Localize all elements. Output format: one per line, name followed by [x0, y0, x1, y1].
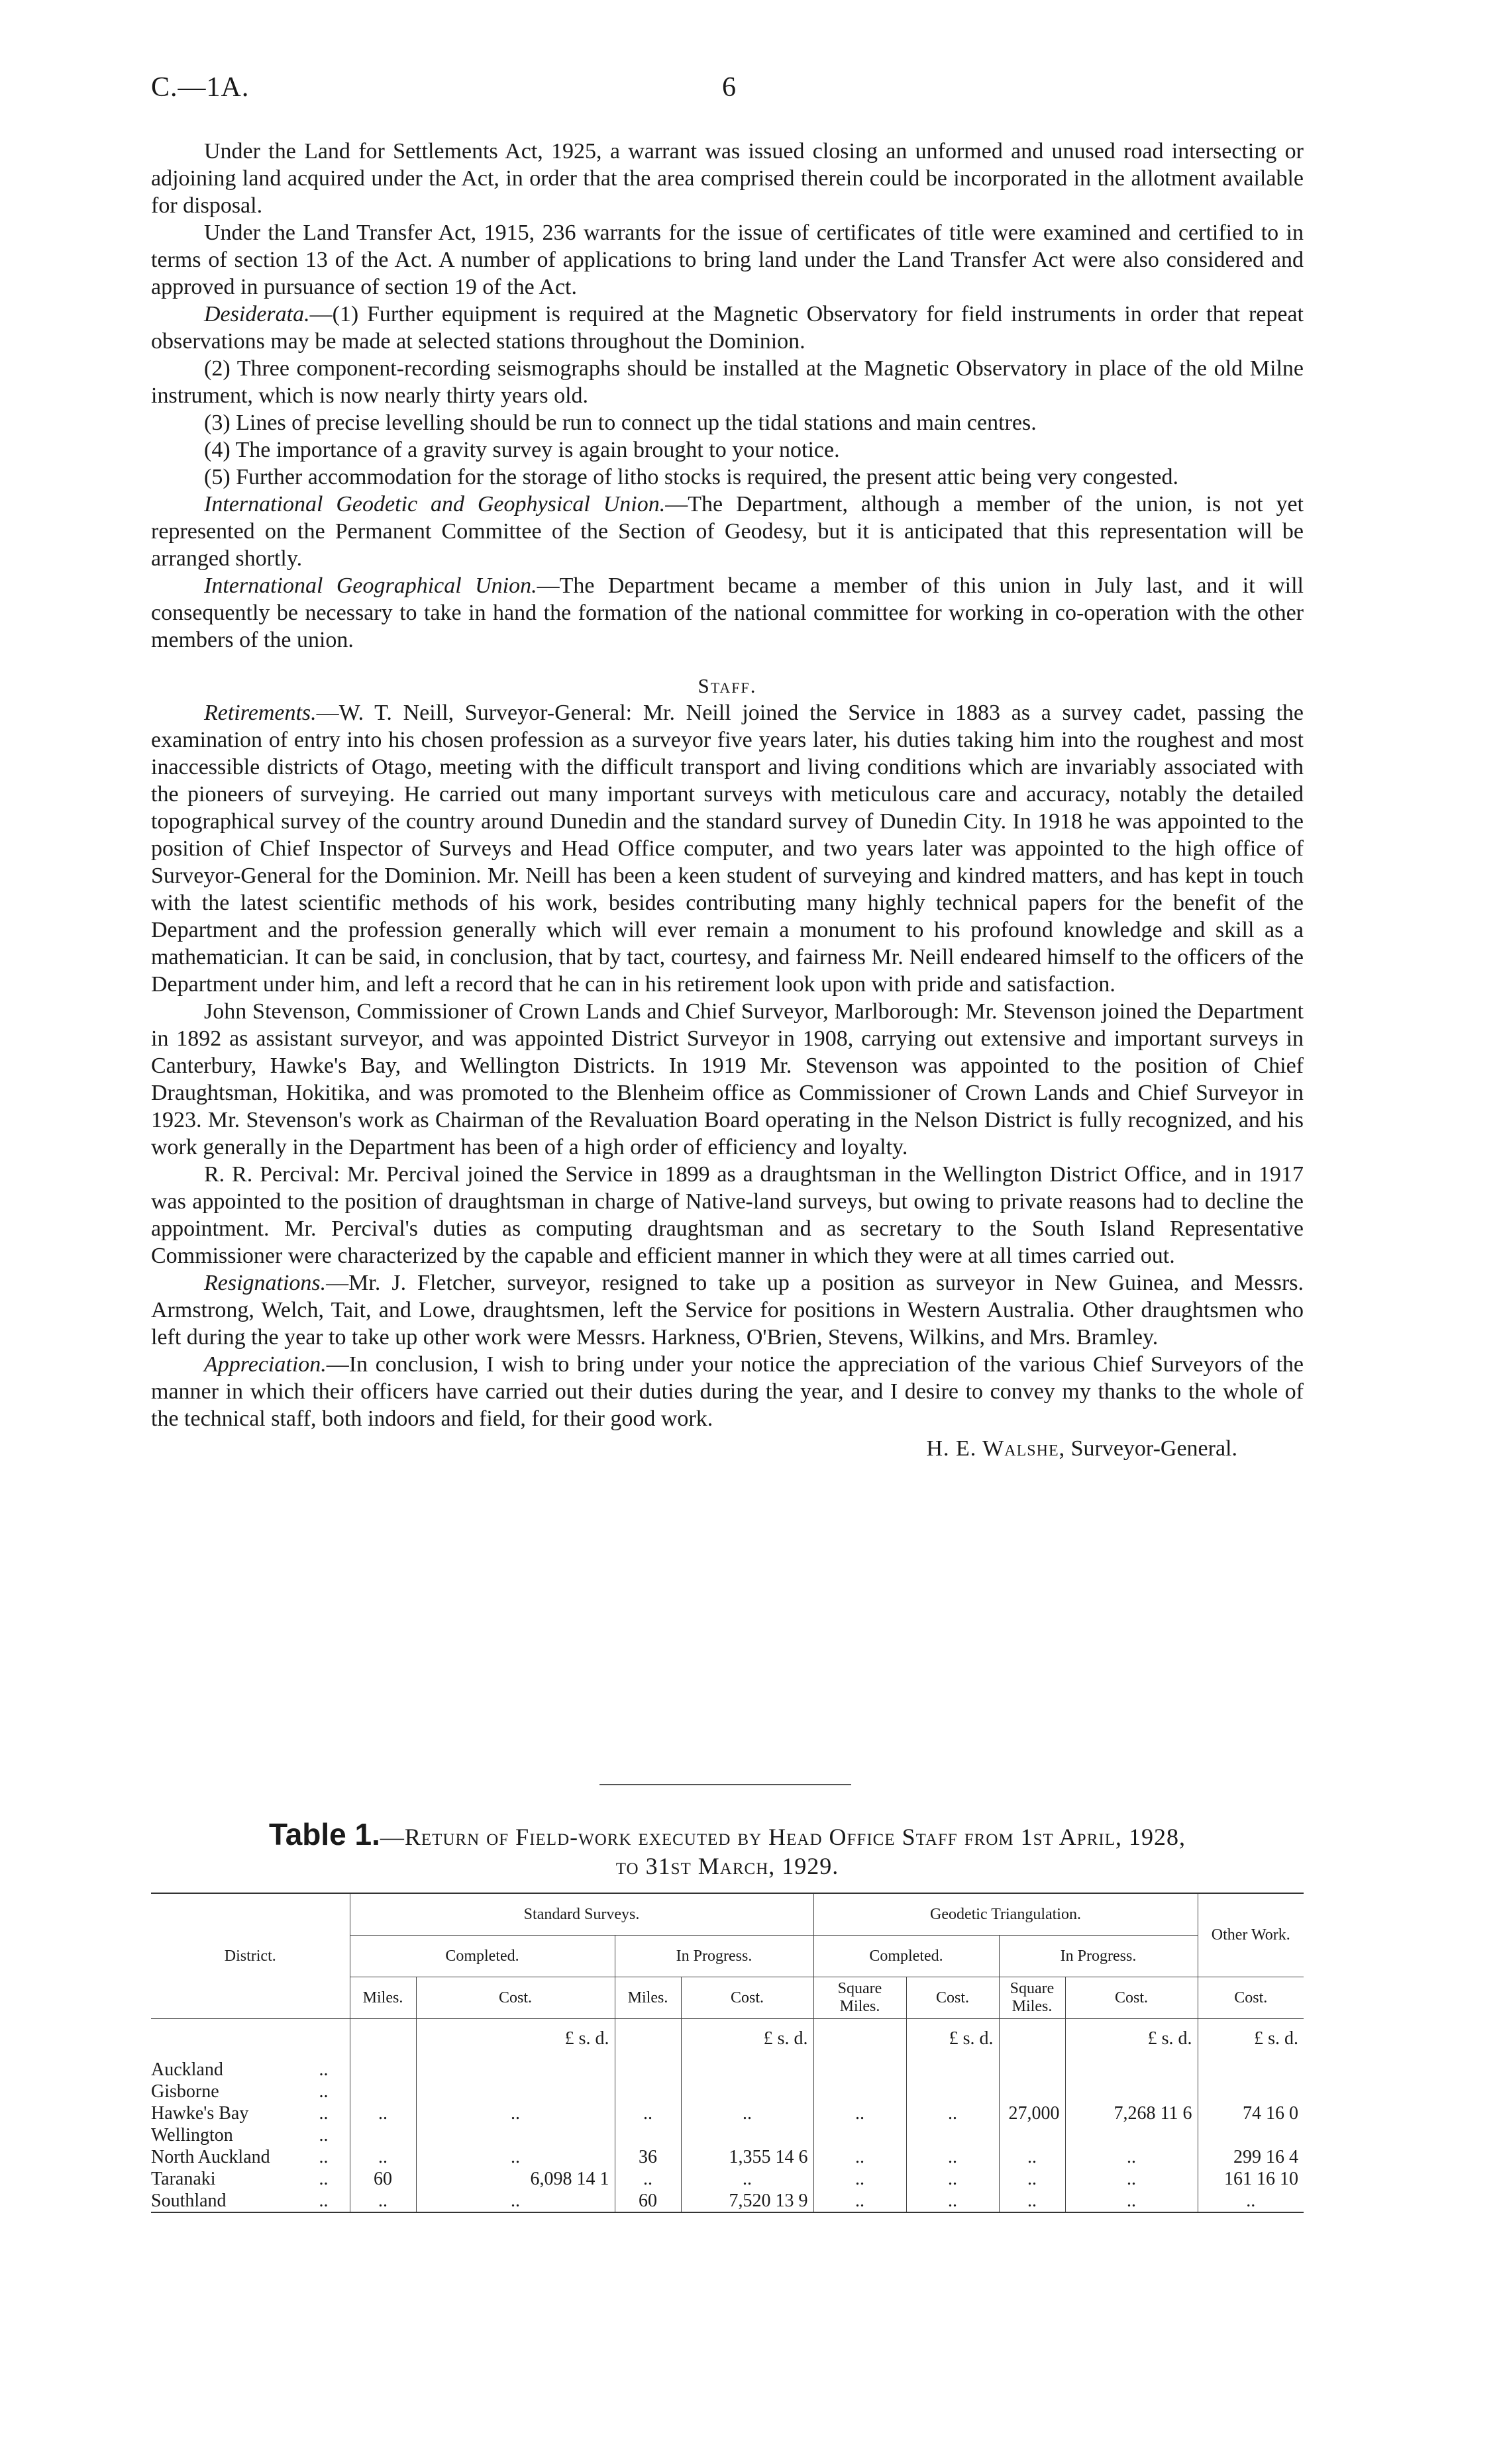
- paragraph-lead: International Geodetic and Geophysical Union.: [204, 492, 666, 517]
- body-text: [151, 138, 1304, 1462]
- paragraph: Resignations.—Mr. J. Fletcher, surveyor, resigned to take up a position as surveyor in New Guinea, and Messrs. Armstrong, Welch, Tait, and Lowe, draughtsmen, left the Service for positions in Western Australia. Other draughtsmen who left during the year to take up other work were Messrs. Harkness, O'Brien, Stevens, Wilkins, and Mrs. Bramley.: [151, 1271, 1304, 1350]
- unit-label: £ s. d.: [1065, 2019, 1198, 2059]
- paragraph-lead: International Geographical Union.: [204, 573, 537, 598]
- col-cost: Cost.: [681, 1977, 813, 2019]
- paragraph: International Geodetic and Geophysical Union.—The Department, although a member of the union, is not yet represented on the Permanent Committee of the Section of Geodesy, but it is anticipated that this representation will be arranged shortly.: [151, 492, 1304, 571]
- report-reference: C.—1A.: [151, 72, 250, 103]
- table-row: Wellington ..: [151, 2124, 1304, 2146]
- signature-title: Surveyor-General.: [1070, 1436, 1237, 1461]
- paragraph-lead: Retirements.: [204, 701, 317, 725]
- paragraph: Under the Land for Settlements Act, 1925, a warrant was issued closing an unformed and unused road intersecting or adjoining land acquired under the Act, in order that the area comprised therein could be incorporated in the allotment available for disposal.: [151, 139, 1304, 218]
- page-number: 6: [722, 72, 736, 103]
- units-row: [151, 2019, 1304, 2059]
- table-row: Southland .. .. .. 60 7,520 13 9 .. .. .. .. ..: [151, 2190, 1304, 2212]
- table-row: Gisborne ..: [151, 2081, 1304, 2102]
- field-work-table: [151, 1893, 1304, 2213]
- table-title: Table 1.—Return of Field-work executed by Head Office Staff from 1st April, 1928, to 31st March, 1929.: [269, 1817, 1186, 1879]
- unit-label: £ s. d.: [1198, 2019, 1304, 2059]
- group-standard-surveys: Standard Surveys.: [350, 1893, 813, 1936]
- col-cost: Cost.: [1198, 1977, 1304, 2019]
- col-cost: Cost.: [906, 1977, 999, 2019]
- col-square-miles: Square Miles.: [813, 1977, 906, 2019]
- district-name: North Auckland: [151, 2146, 270, 2167]
- table-row: North Auckland .. .. .. 36 1,355 14 6 .. .. .. .. 299 16 4: [151, 2146, 1304, 2168]
- paragraph: (3) Lines of precise levelling should be run to connect up the tidal stations and main centres.: [204, 411, 1037, 435]
- table-row: Taranaki .. 60 6,098 14 1 .. .. .. .. .. .. 161 16 10: [151, 2168, 1304, 2190]
- signature: [151, 1435, 1304, 1462]
- col-miles: Miles.: [615, 1977, 681, 2019]
- col-district: District.: [151, 1893, 350, 2019]
- sub-in-progress: In Progress.: [999, 1936, 1198, 1977]
- table-row: Hawke's Bay .. .. .. .. .. .. .. 27,000 7,268 11 6 74 16 0: [151, 2102, 1304, 2124]
- district-name: Taranaki: [151, 2168, 216, 2189]
- paragraph: Desiderata.—(1) Further equipment is required at the Magnetic Observatory for field instruments in order that repeat observations may be made at selected stations throughout the Dominion.: [151, 302, 1304, 354]
- sub-completed: Completed.: [350, 1936, 615, 1977]
- group-geodetic-triangulation: Geodetic Triangulation.: [813, 1893, 1198, 1936]
- staff-heading: Staff.: [698, 674, 757, 697]
- group-other-work: Other Work.: [1198, 1893, 1304, 1977]
- district-name: Gisborne: [151, 2081, 219, 2102]
- sub-completed: Completed.: [813, 1936, 999, 1977]
- paragraph-lead: Resignations.: [204, 1271, 327, 1295]
- col-square-miles: Square Miles.: [999, 1977, 1065, 2019]
- paragraph: R. R. Percival: Mr. Percival joined the Service in 1899 as a draughtsman in the Wellington District Office, and in 1917 was appointed to the position of draughtsman in charge of Native-land surveys, but owing to private reasons had to decline the appointment. Mr. Percival's duties as computing draughtsman and as secretary to the South Island Representative Commissioner were characterized by the capable and efficient manner in which they were at all times carried out.: [151, 1162, 1304, 1268]
- paragraph: (4) The importance of a gravity survey is again brought to your notice.: [204, 438, 840, 462]
- paragraph-lead: Desiderata.: [204, 302, 310, 326]
- unit-label: £ s. d.: [416, 2019, 615, 2059]
- paragraph: John Stevenson, Commissioner of Crown Lands and Chief Surveyor, Marlborough: Mr. Stevenson joined the Department in 1892 as assistant surveyor, and was appointed District Surveyor in 1908, carrying out extensive and important surveys in Canterbury, Hawke's Bay, and Wellington Districts. In 1919 Mr. Stevenson was appointed to the position of Chief Draughtsman, Hokitika, and was promoted to the Blenheim office as Commissioner of Crown Lands and Chief Surveyor in 1923. Mr. Stevenson's work as Chairman of the Revaluation Board operating in the Nelson District is fully recognized, and his work generally in the Department has been of a high order of efficiency and loyalty.: [151, 999, 1304, 1159]
- district-name: Southland: [151, 2190, 227, 2211]
- paragraph: (2) Three component-recording seismographs should be installed at the Magnetic Observatory in place of the old Milne instrument, which is now nearly thirty years old.: [151, 356, 1304, 408]
- paragraph: (5) Further accommodation for the storage of litho stocks is required, the present attic being very congested.: [204, 465, 1178, 489]
- sub-in-progress: In Progress.: [615, 1936, 813, 1977]
- col-cost: Cost.: [1065, 1977, 1198, 2019]
- unit-label: £ s. d.: [681, 2019, 813, 2059]
- district-name: Wellington: [151, 2124, 233, 2145]
- district-name: Hawke's Bay: [151, 2102, 249, 2124]
- paragraph-lead: Appreciation.: [204, 1352, 327, 1377]
- unit-label: £ s. d.: [906, 2019, 999, 2059]
- col-miles: Miles.: [350, 1977, 416, 2019]
- paragraph: Retirements.—W. T. Neill, Surveyor-General: Mr. Neill joined the Service in 1883 as a survey cadet, passing the examination of entry into his chosen profession as a surveyor five years later, his duties taking him into the roughest and most inaccessible districts of Otago, meeting with the difficult transport and living conditions which are invariably associated with the pioneers of surveying. He carried out many important surveys with meticulous care and accuracy, notably the detailed topographical survey of the country around Dunedin and the standard survey of Dunedin City. In 1918 he was appointed to the position of Chief Inspector of Surveys and Head Office computer, and two years later was appointed to the high office of Surveyor-General for the Dominion. Mr. Neill has been a keen student of surveying and kindred matters, and has kept in touch with the latest scientific methods of his work, besides contributing many highly technical papers for the benefit of the Department and the profession generally which will ever remain a monument to his profound knowledge and skill as a mathematician. It can be said, in conclusion, that by tact, courtesy, and fairness Mr. Neill endeared himself to the officers of the Department under him, and left a record that he can in his retirement look upon with pride and satisfaction.: [151, 701, 1304, 997]
- signature-name: H. E. Walshe,: [926, 1436, 1066, 1461]
- district-name: Auckland: [151, 2059, 223, 2080]
- paragraph: Appreciation.—In conclusion, I wish to bring under your notice the appreciation of the various Chief Surveyors of the manner in which their officers have carried out their duties during the year, and I desire to convey my thanks to the whole of the technical staff, both indoors and field, for their good work.: [151, 1352, 1304, 1431]
- col-cost: Cost.: [416, 1977, 615, 2019]
- section-divider: [599, 1784, 851, 1785]
- table-label: Table 1.: [269, 1817, 380, 1851]
- paragraph: International Geographical Union.—The Department became a member of this union in July last, and it will consequently be necessary to take in hand the formation of the national committee for working in co-operation with the other members of the union.: [151, 573, 1304, 652]
- paragraph: Under the Land Transfer Act, 1915, 236 warrants for the issue of certificates of title were examined and certified to in terms of section 13 of the Act. A number of applications to bring land under the Land Transfer Act were also considered and approved in pursuance of section 19 of the Act.: [151, 221, 1304, 299]
- table-row: Auckland ..: [151, 2059, 1304, 2081]
